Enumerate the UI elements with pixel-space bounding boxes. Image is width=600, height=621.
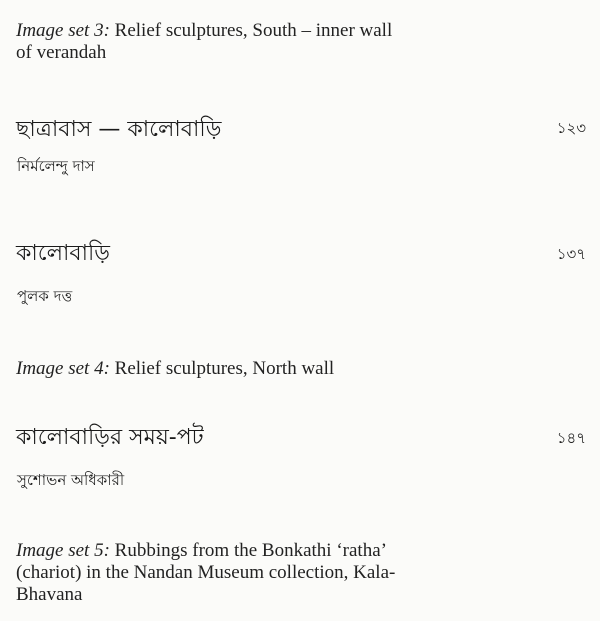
image-set-description: Relief sculptures, South – inner wall: [114, 20, 393, 41]
image-set-description-cont: Bhavana: [16, 584, 83, 605]
image-set-description-cont: (chariot) in the Nandan Museum collection, Kala-: [16, 562, 396, 583]
entry-author: সুশোভন অধিকারী: [17, 471, 125, 489]
image-set-heading: [16, 358, 486, 380]
image-set-label: Image set 4:: [16, 358, 110, 379]
entry-page-number: ১২৩: [556, 119, 586, 137]
entry-page-number: ১৩৭: [556, 245, 586, 263]
image-set-label: Image set 3:: [16, 20, 110, 41]
entry-author: নির্মলেন্দু দাস: [17, 157, 95, 175]
image-set-description: Relief sculptures, North wall: [114, 358, 335, 379]
entry-title: ছাত্রাবাস — কালোবাড়ি: [16, 117, 222, 142]
image-set-heading: [16, 20, 486, 64]
entry-title: কালোবাড়ির সময়-পট: [16, 425, 204, 450]
image-set-heading: [16, 540, 486, 606]
entry-title: কালোবাড়ি: [16, 241, 111, 266]
image-set-label: Image set 5:: [16, 540, 110, 561]
entry-author: পুলক দত্ত: [17, 287, 73, 305]
image-set-description-cont: of verandah: [16, 42, 107, 63]
entry-page-number: ১৪৭: [556, 429, 586, 447]
image-set-description: Rubbings from the Bonkathi ‘ratha’: [114, 540, 387, 561]
